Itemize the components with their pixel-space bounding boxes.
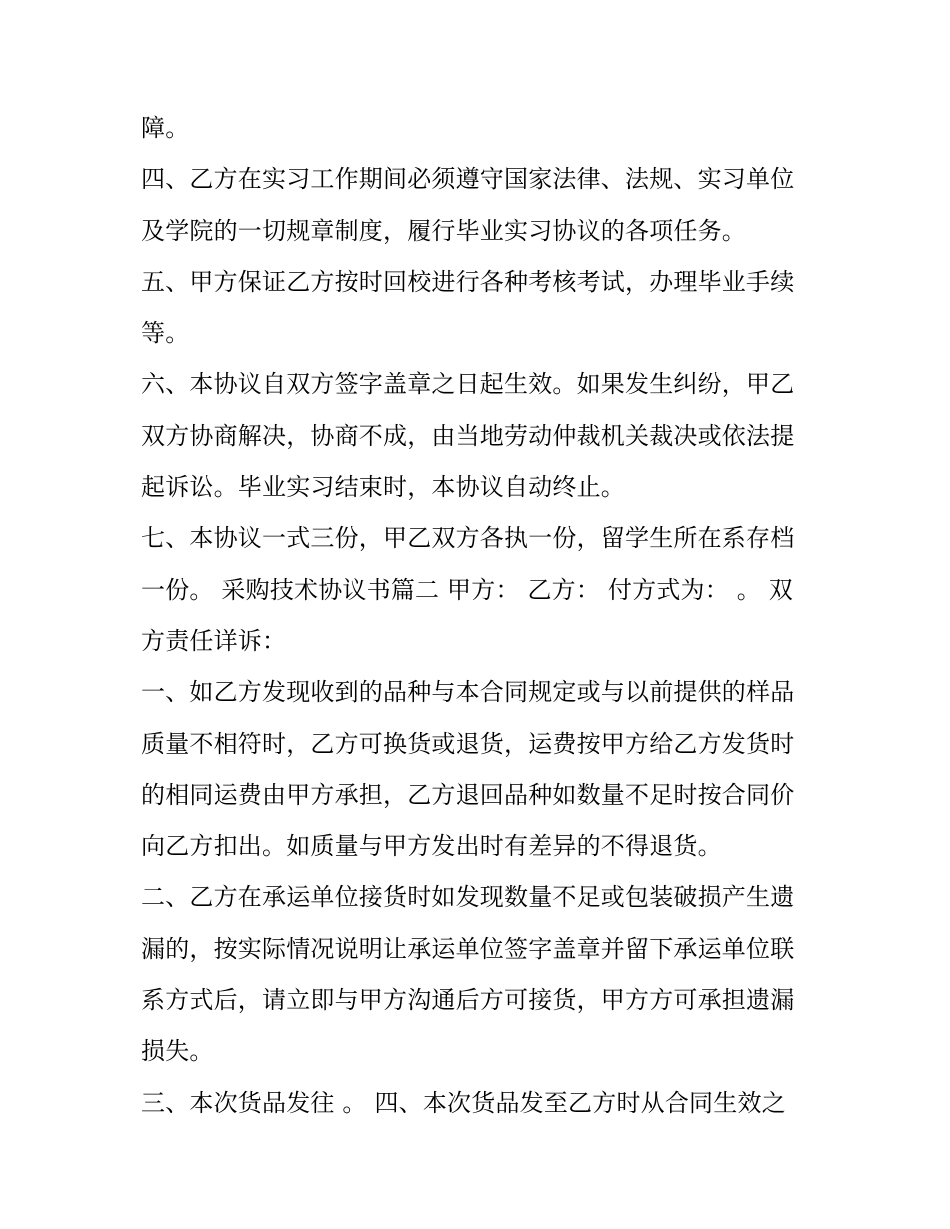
text-line: 质量不相符时，乙方可换货或退货，运费按甲方给乙方发货时	[141, 729, 795, 758]
document-body	[141, 103, 821, 1129]
text-line: 及学院的一切规章制度，履行毕业实习协议的各项任务。	[141, 216, 746, 245]
text-line: 等。	[141, 319, 190, 348]
text-line: 的相同运费由甲方承担，乙方退回品种如数量不足时按合同价	[141, 780, 795, 809]
text-line: 漏的，按实际情况说明让承运单位签字盖章并留下承运单位联	[141, 934, 795, 963]
text-line: 损失。	[141, 1037, 214, 1066]
text-line: 一份。 采购技术协议书篇二 甲方： 乙方： 付方式为： 。 双	[141, 575, 793, 604]
text-line: 起诉讼。毕业实习结束时，本协议自动终止。	[141, 473, 625, 502]
text-line: 一、如乙方发现收到的品种与本合同规定或与以前提供的样品	[141, 678, 795, 707]
text-line: 方责任详诉：	[141, 626, 287, 655]
text-line: 双方协商解决，协商不成，由当地劳动仲裁机关裁决或依法提	[141, 421, 795, 450]
text-line: 障。	[141, 114, 190, 142]
text-line: 系方式后，请立即与甲方沟通后方可接货，甲方方可承担遗漏	[141, 986, 795, 1015]
text-line: 六、本协议自双方签字盖章之日起生效。如果发生纠纷，甲乙	[141, 370, 795, 399]
text-line: 四、乙方在实习工作期间必须遵守国家法律、法规、实习单位	[141, 165, 795, 194]
text-line: 七、本协议一式三份，甲乙双方各执一份，留学生所在系存档	[141, 524, 795, 553]
text-line: 二、乙方在承运单位接货时如发现数量不足或包装破损产生遗	[141, 883, 795, 912]
text-line: 三、本次货品发往 。 四、本次货品发至乙方时从合同生效之	[141, 1088, 786, 1117]
text-line: 五、甲方保证乙方按时回校进行各种考核考试，办理毕业手续	[141, 267, 795, 296]
text-line: 向乙方扣出。如质量与甲方发出时有差异的不得退货。	[141, 832, 722, 861]
